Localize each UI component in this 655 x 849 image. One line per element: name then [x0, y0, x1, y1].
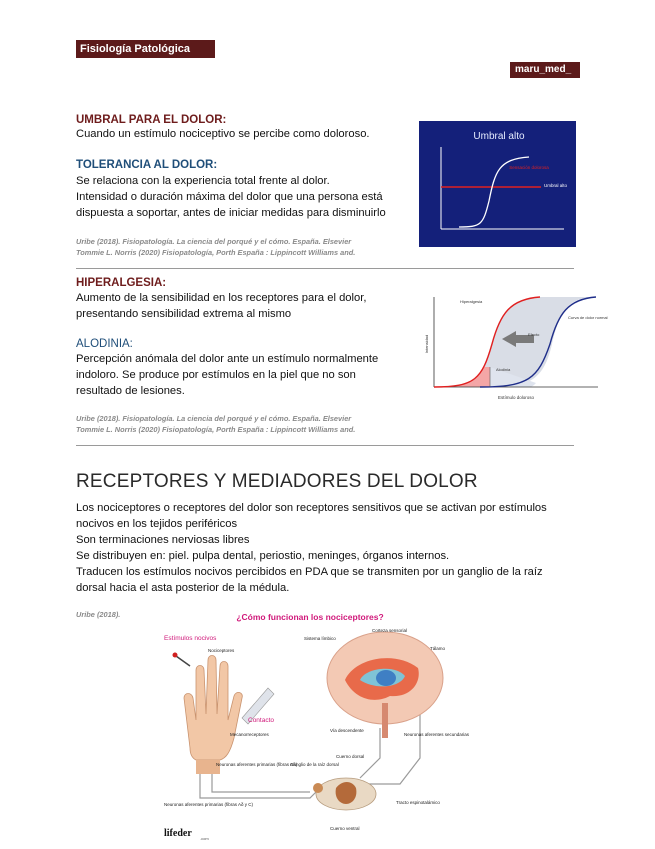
citation-2b: Tommie L. Norris (2020) Fisiopatología, Porth España : Lippincott Williams and. [76, 425, 356, 434]
hiperalgesia-line-1: Aumento de la sensibilidad en los receptores para el dolor, [76, 292, 367, 304]
aferentes-secundarias-label: Neuronas aferentes secundarias [404, 732, 470, 737]
tracto-label: Tracto espinotalámico [396, 800, 440, 805]
umbral-chart [419, 121, 576, 247]
limbico-label: Sistema límbico [304, 636, 336, 641]
author-label: maru_med_ [515, 64, 572, 75]
divider-2 [76, 445, 574, 446]
contacto-label: Contacto [248, 717, 275, 724]
lifeder-logo: lifeder [164, 828, 192, 839]
citation-2a: Uribe (2018). Fisiopatología. La ciencia del porqué y el cómo. España. Elsevier [76, 414, 352, 423]
umbral-definition: Cuando un estímulo nociceptivo se percibe como doloroso. [76, 128, 370, 140]
tolerancia-line-1: Se relaciona con la experiencia total frente al dolor. [76, 175, 330, 187]
mecanorreceptores-label: Mecanorreceptores [230, 732, 269, 737]
talamo-label: Tálamo [430, 646, 446, 651]
alodinia-line-3: resultado de lesiones. [76, 385, 185, 397]
umbral-heading: UMBRAL PARA EL DOLOR: [76, 114, 227, 126]
nociceptores-figure [160, 608, 480, 844]
cuerno-ventral-label: Cuerno ventral [330, 826, 360, 831]
corteza-label: Corteza sensorial [372, 628, 408, 633]
citation-3: Uribe (2018). [76, 610, 121, 619]
nociceptores-diagram [160, 608, 480, 844]
nociceptores-label: Nociceptores [208, 648, 235, 653]
receptores-line-1: Los nociceptores o receptores del dolor son receptores sensitivos que se activan por estímulos [76, 502, 547, 514]
receptores-line-5: Traducen los estímulos nocivos percibidos en PDA que se transmiten por un ganglio de la raíz [76, 566, 543, 578]
normal-curve-label: Curva de dolor normal [568, 315, 608, 320]
tolerancia-line-2: Intensidad o duración máxima del dolor que una persona está [76, 191, 383, 203]
subject-tag [76, 40, 215, 58]
section-title: RECEPTORES Y MEDIADORES DEL DOLOR [76, 471, 478, 492]
hiperalgesia-curve-label: Hiperalgesia [460, 299, 483, 304]
umbral-figure [419, 121, 576, 247]
aferentes-ab-label: Neuronas aferentes primarias (fibras Aß) [216, 762, 298, 767]
receptores-line-2: nocivos en los tejidos periféricos [76, 518, 238, 530]
receptores-line-3: Son terminaciones nerviosas libres [76, 534, 250, 546]
hiperalgesia-ylabel: Intensidad [424, 334, 429, 354]
receptores-line-4: Se distribuyen en: piel. pulpa dental, periostio, meninges, órganos internos. [76, 550, 450, 562]
hiperalgesia-xlabel: Estímulo doloroso [497, 395, 535, 400]
hiperalgesia-line-2: presentando sensibilidad extrema al mismo [76, 308, 292, 320]
alodinia-line-1: Percepción anómala del dolor ante un estímulo normalmente [76, 353, 379, 365]
umbral-curve-label: Sensación dolorosa [509, 165, 549, 170]
receptores-line-6: dorsal hacia el asta posterior de la médula. [76, 582, 290, 594]
shift-label: Efecto [528, 332, 540, 337]
umbral-threshold-label: Umbral alto [544, 183, 568, 188]
estimulos-label: Estímulos nocivos [164, 635, 217, 642]
tolerancia-heading: TOLERANCIA AL DOLOR: [76, 159, 218, 171]
author-tag [510, 62, 580, 78]
aferentes-ad-label: Neuronas aferentes primarias (fibras Aδ y C) [164, 802, 254, 807]
alodinia-line-2: indoloro. Se produce por estímulos en la piel que no son [76, 369, 356, 381]
hiperalgesia-heading: HIPERALGESIA: [76, 277, 167, 289]
citation-1b: Tommie L. Norris (2020) Fisiopatología, Porth España : Lippincott Williams and. [76, 248, 356, 257]
lifeder-logo-suffix: .com [200, 836, 209, 841]
umbral-figure-title: Umbral alto [473, 131, 525, 142]
subject-label: Fisiología Patológica [80, 43, 191, 55]
cuerno-dorsal-label: Cuerno dorsal [336, 754, 365, 759]
tolerancia-line-3: dispuesta a soportar, antes de iniciar medidas para disminuirlo [76, 207, 386, 219]
descendente-label: Vía descendente [330, 728, 364, 733]
hiperalgesia-figure [420, 289, 608, 403]
alodinia-curve-label: Alodinia [496, 367, 511, 372]
alodinia-heading: ALODINIA: [76, 338, 133, 350]
nociceptores-title: ¿Cómo funcionan los nociceptores? [236, 612, 384, 622]
divider-1 [76, 268, 574, 269]
hiperalgesia-chart [420, 289, 608, 403]
ganglio-label: Ganglio de la raíz dorsal [290, 762, 339, 767]
citation-1a: Uribe (2018). Fisiopatología. La ciencia del porqué y el cómo. España. Elsevier [76, 237, 352, 246]
